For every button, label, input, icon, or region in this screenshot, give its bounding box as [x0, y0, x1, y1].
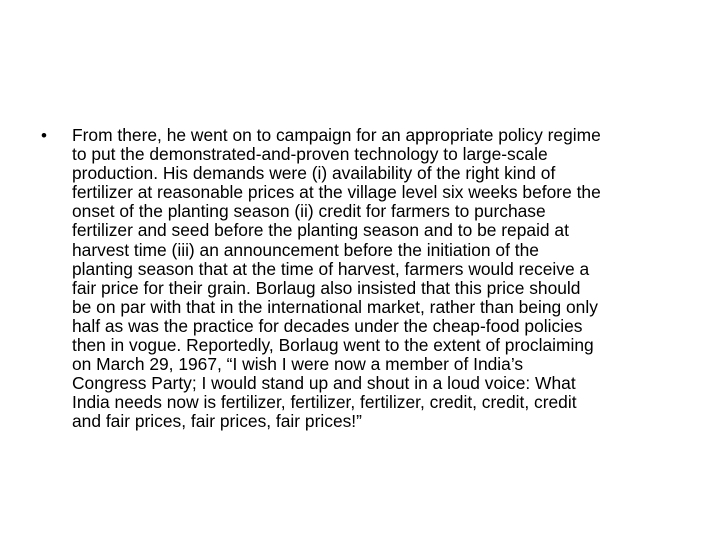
bullet-text-line: production. His demands were (i) availability of the right kind of	[72, 163, 556, 184]
bullet-text-line: on March 29, 1967, “I wish I were now a member of India’s	[72, 354, 524, 375]
bullet-text-line: to put the demonstrated-and-proven technology to large-scale	[72, 144, 548, 165]
bullet-text-line: half as was the practice for decades under the cheap-food policies	[72, 315, 583, 336]
bullet-text-line: planting season that at the time of harvest, farmers would receive a	[72, 258, 590, 279]
bullet-text-line: and fair prices, fair prices, fair prices!”	[72, 411, 362, 432]
bullet-text-line: Congress Party; I would stand up and shout in a loud voice: What	[72, 373, 576, 394]
bullet-list	[34, 126, 684, 432]
bullet-text-line: fertilizer and seed before the planting season and to be repaid at	[72, 220, 569, 241]
bullet-text-line: India needs now is fertilizer, fertilizer, fertilizer, credit, credit, credit	[72, 392, 577, 413]
bullet-text-line: fertilizer at reasonable prices at the village level six weeks before the	[72, 182, 601, 203]
bullet-text-line: onset of the planting season (ii) credit for farmers to purchase	[72, 201, 546, 222]
bullet-text-line: then in vogue. Reportedly, Borlaug went to the extent of proclaiming	[72, 335, 594, 356]
bullet-text-line: From there, he went on to campaign for an appropriate policy regime	[72, 125, 601, 145]
bullet-icon: •	[41, 126, 47, 145]
bullet-text-line: fair price for their grain. Borlaug also insisted that this price should	[72, 277, 581, 298]
bullet-text-line: harvest time (iii) an announcement before the initiation of the	[72, 239, 539, 260]
bullet-text-line: be on par with that in the international market, rather than being only	[72, 296, 598, 317]
bullet-item	[34, 126, 684, 432]
